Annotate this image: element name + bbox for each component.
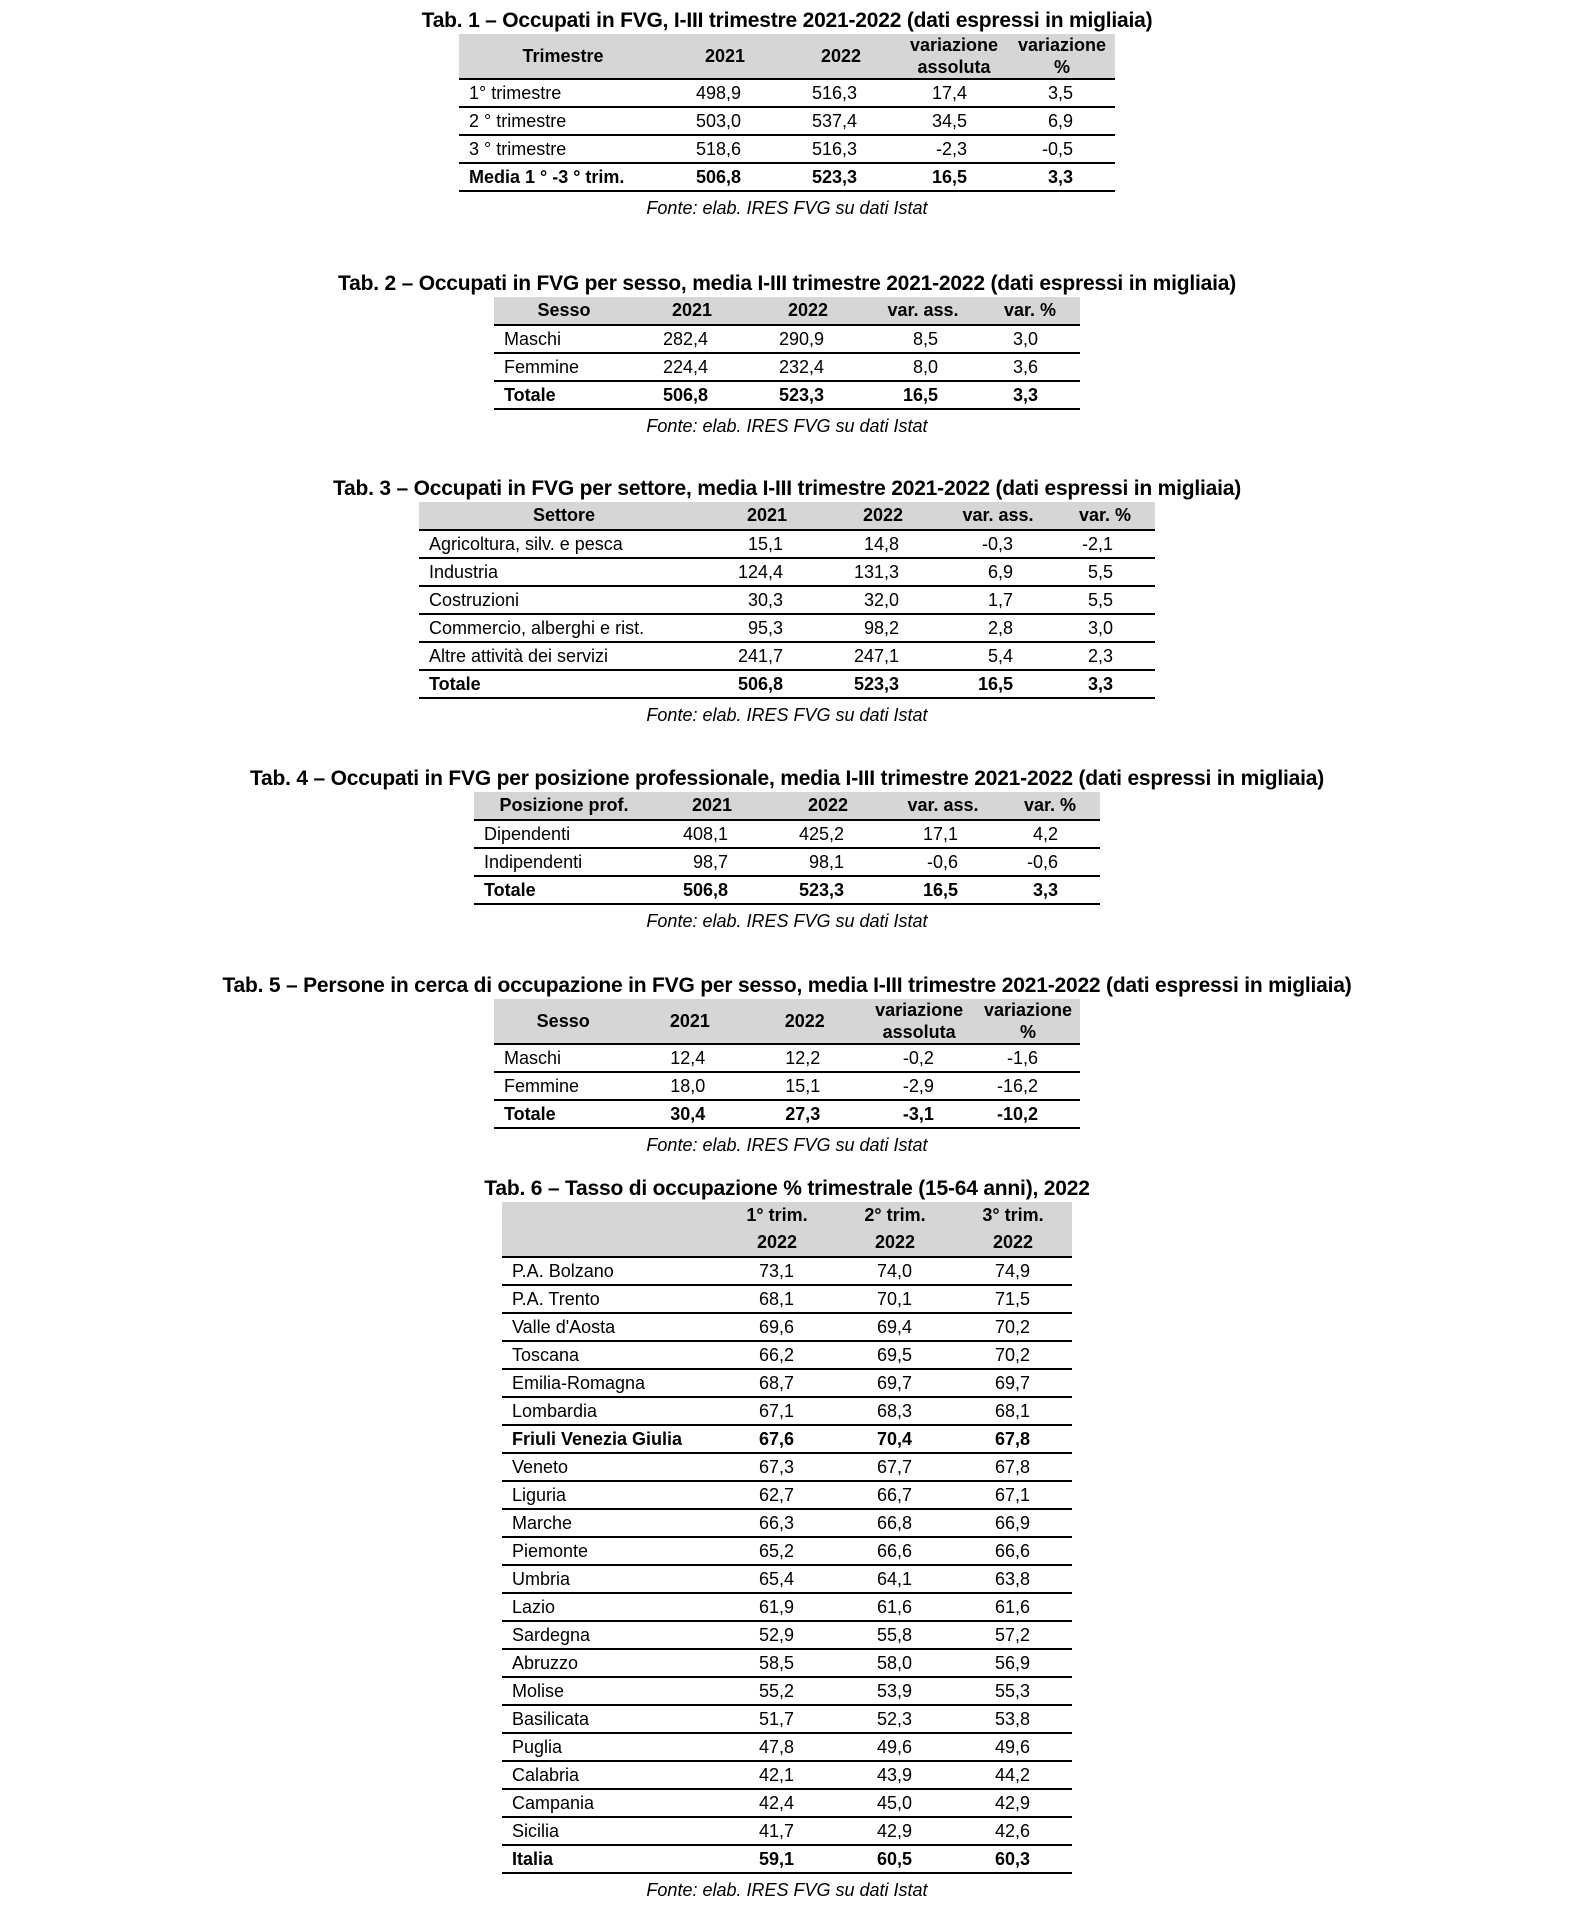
row-label-cell: Lazio (502, 1593, 718, 1621)
value-cell: 64,1 (836, 1565, 954, 1593)
row-label-cell: Piemonte (502, 1537, 718, 1565)
value-cell: -0,6 (1000, 848, 1100, 876)
col-header: variazione assoluta (862, 999, 976, 1044)
value-cell: 73,1 (718, 1257, 836, 1285)
value-cell: 3,5 (1009, 79, 1115, 107)
value-cell: 2,3 (1055, 642, 1155, 670)
row-label-cell: Maschi (494, 1044, 632, 1072)
table-row (502, 1565, 1072, 1593)
col-header: 2022 (747, 999, 862, 1044)
value-cell: 66,3 (718, 1509, 836, 1537)
table-3-block (0, 476, 1574, 727)
col-header: 2° trim. 2022 (836, 1202, 954, 1257)
value-cell: 247,1 (825, 642, 941, 670)
row-label-cell: Totale (494, 1100, 632, 1128)
value-cell: 518,6 (667, 135, 783, 163)
table-row (502, 1677, 1072, 1705)
value-cell: 506,8 (634, 381, 750, 409)
table-row (502, 1761, 1072, 1789)
col-header: Sesso (494, 999, 632, 1044)
value-cell: 47,8 (718, 1733, 836, 1761)
value-cell: 66,7 (836, 1481, 954, 1509)
value-cell: -10,2 (976, 1100, 1080, 1128)
value-cell: 53,9 (836, 1677, 954, 1705)
value-cell: 58,5 (718, 1649, 836, 1677)
row-label-cell: P.A. Bolzano (502, 1257, 718, 1285)
value-cell: 42,9 (954, 1789, 1072, 1817)
col-header: 2022 (750, 297, 866, 325)
value-cell: 70,1 (836, 1285, 954, 1313)
col-header: var. % (980, 297, 1080, 325)
table-row (502, 1481, 1072, 1509)
col-header: Trimestre (459, 34, 667, 79)
value-cell: 241,7 (709, 642, 825, 670)
value-cell: 70,2 (954, 1341, 1072, 1369)
row-label-cell: Emilia-Romagna (502, 1369, 718, 1397)
col-header: variazione assoluta (899, 34, 1009, 79)
table-row (502, 1425, 1072, 1453)
value-cell: 42,4 (718, 1789, 836, 1817)
value-cell: 49,6 (836, 1733, 954, 1761)
value-cell: 3,6 (980, 353, 1080, 381)
row-label-cell: P.A. Trento (502, 1285, 718, 1313)
value-cell: 1,7 (941, 586, 1055, 614)
row-label-cell: 1° trimestre (459, 79, 667, 107)
table-row (502, 1733, 1072, 1761)
value-cell: 16,5 (866, 381, 980, 409)
value-cell: 3,3 (1009, 163, 1115, 191)
table-3-title: Tab. 3 – Occupati in FVG per settore, media I-III trimestre 2021-2022 (dati espressi in migliaia) (332, 477, 1242, 500)
col-header: var. % (1055, 502, 1155, 530)
value-cell: 425,2 (770, 820, 886, 848)
row-label-cell: Femmine (494, 1072, 632, 1100)
table-row (502, 1537, 1072, 1565)
table-6-block (0, 1176, 1574, 1902)
row-label-cell: Veneto (502, 1453, 718, 1481)
value-cell: 69,5 (836, 1341, 954, 1369)
row-label-cell: Friuli Venezia Giulia (502, 1425, 718, 1453)
value-cell: 95,3 (709, 614, 825, 642)
table-total-row (474, 876, 1100, 904)
table-1-source: Fonte: elab. IRES FVG su dati Istat (646, 198, 928, 218)
value-cell: -0,2 (862, 1044, 976, 1072)
value-cell: 43,9 (836, 1761, 954, 1789)
value-cell: 66,6 (836, 1537, 954, 1565)
value-cell: 74,9 (954, 1257, 1072, 1285)
row-label-cell: Calabria (502, 1761, 718, 1789)
table-2-source: Fonte: elab. IRES FVG su dati Istat (646, 416, 928, 436)
value-cell: 3,3 (1000, 876, 1100, 904)
value-cell: 66,6 (954, 1537, 1072, 1565)
table-row (494, 353, 1080, 381)
value-cell: 65,4 (718, 1565, 836, 1593)
value-cell: 34,5 (899, 107, 1009, 135)
table-row (419, 530, 1155, 558)
col-header: 2021 (654, 792, 770, 820)
table-row (502, 1257, 1072, 1285)
col-header: variazione % (976, 999, 1080, 1044)
col-header: var. % (1000, 792, 1100, 820)
col-header: Sesso (494, 297, 634, 325)
table-total-row (459, 163, 1115, 191)
row-label-cell: Costruzioni (419, 586, 709, 614)
value-cell: 41,7 (718, 1817, 836, 1845)
row-label-cell: Abruzzo (502, 1649, 718, 1677)
table-row (502, 1285, 1072, 1313)
value-cell: 224,4 (634, 353, 750, 381)
table-row (502, 1313, 1072, 1341)
col-header: Settore (419, 502, 709, 530)
table-6 (502, 1202, 1072, 1874)
value-cell: 69,4 (836, 1313, 954, 1341)
value-cell: 506,8 (654, 876, 770, 904)
value-cell: 5,5 (1055, 586, 1155, 614)
row-label-cell: Molise (502, 1677, 718, 1705)
value-cell: 67,8 (954, 1453, 1072, 1481)
table-row (502, 1789, 1072, 1817)
row-label-cell: Dipendenti (474, 820, 654, 848)
value-cell: -2,1 (1055, 530, 1155, 558)
value-cell: 516,3 (783, 135, 899, 163)
value-cell: 69,7 (954, 1369, 1072, 1397)
value-cell: 124,4 (709, 558, 825, 586)
row-label-cell: Altre attività dei servizi (419, 642, 709, 670)
table-row (474, 848, 1100, 876)
table-4-block (0, 766, 1574, 933)
value-cell: 68,7 (718, 1369, 836, 1397)
table-1-body (459, 79, 1115, 191)
value-cell: 498,9 (667, 79, 783, 107)
value-cell: 51,7 (718, 1705, 836, 1733)
table-6-body (502, 1257, 1072, 1873)
value-cell: 16,5 (886, 876, 1000, 904)
value-cell: 53,8 (954, 1705, 1072, 1733)
value-cell: 290,9 (750, 325, 866, 353)
value-cell: 65,2 (718, 1537, 836, 1565)
table-6-source: Fonte: elab. IRES FVG su dati Istat (646, 1880, 928, 1900)
value-cell: 49,6 (954, 1733, 1072, 1761)
col-header: 2021 (634, 297, 750, 325)
col-header: var. ass. (866, 297, 980, 325)
value-cell: 523,3 (770, 876, 886, 904)
table-row (502, 1369, 1072, 1397)
value-cell: -3,1 (862, 1100, 976, 1128)
row-label-cell: Totale (419, 670, 709, 698)
value-cell: 2,8 (941, 614, 1055, 642)
value-cell: 506,8 (667, 163, 783, 191)
table-1 (459, 34, 1115, 192)
table-row (502, 1817, 1072, 1845)
value-cell: -16,2 (976, 1072, 1080, 1100)
value-cell: 8,0 (866, 353, 980, 381)
value-cell: 12,2 (747, 1044, 862, 1072)
table-row (494, 1072, 1080, 1100)
value-cell: 3,3 (1055, 670, 1155, 698)
table-row (502, 1341, 1072, 1369)
value-cell: 15,1 (747, 1072, 862, 1100)
value-cell: 52,3 (836, 1705, 954, 1733)
table-row (419, 586, 1155, 614)
value-cell: 55,3 (954, 1677, 1072, 1705)
value-cell: -0,3 (941, 530, 1055, 558)
row-label-cell: Maschi (494, 325, 634, 353)
value-cell: 67,1 (954, 1481, 1072, 1509)
table-4 (474, 792, 1100, 905)
table-5-source: Fonte: elab. IRES FVG su dati Istat (646, 1135, 928, 1155)
row-label-cell: 2 ° trimestre (459, 107, 667, 135)
value-cell: 63,8 (954, 1565, 1072, 1593)
value-cell: 98,2 (825, 614, 941, 642)
value-cell: 523,3 (825, 670, 941, 698)
table-total-row (494, 381, 1080, 409)
col-header: 2022 (825, 502, 941, 530)
value-cell: 61,9 (718, 1593, 836, 1621)
value-cell: 55,8 (836, 1621, 954, 1649)
value-cell: 16,5 (899, 163, 1009, 191)
table-5 (494, 999, 1080, 1129)
value-cell: 16,5 (941, 670, 1055, 698)
row-label-cell: Femmine (494, 353, 634, 381)
value-cell: 68,1 (954, 1397, 1072, 1425)
value-cell: -0,6 (886, 848, 1000, 876)
col-header: variazione % (1009, 34, 1115, 79)
table-1-title: Tab. 1 – Occupati in FVG, I-III trimestre 2021-2022 (dati espressi in migliaia) (421, 9, 1153, 32)
value-cell: 42,6 (954, 1817, 1072, 1845)
value-cell: 68,1 (718, 1285, 836, 1313)
table-5-title: Tab. 5 – Persone in cerca di occupazione in FVG per sesso, media I-III trimestre 2021-2022 (dati espressi in migliaia) (222, 974, 1352, 997)
table-total-row (419, 670, 1155, 698)
value-cell: -2,9 (862, 1072, 976, 1100)
value-cell: 57,2 (954, 1621, 1072, 1649)
value-cell: 42,9 (836, 1817, 954, 1845)
row-label-cell: Basilicata (502, 1705, 718, 1733)
value-cell: 18,0 (632, 1072, 747, 1100)
table-total-row (502, 1845, 1072, 1873)
table-row (494, 325, 1080, 353)
value-cell: 6,9 (941, 558, 1055, 586)
row-label-cell: Totale (474, 876, 654, 904)
table-3 (419, 502, 1155, 699)
col-header: 3° trim. 2022 (954, 1202, 1072, 1257)
row-label-cell: Marche (502, 1509, 718, 1537)
row-label-cell: Sicilia (502, 1817, 718, 1845)
value-cell: -2,3 (899, 135, 1009, 163)
value-cell: 70,2 (954, 1313, 1072, 1341)
row-label-cell: Indipendenti (474, 848, 654, 876)
table-row (502, 1397, 1072, 1425)
value-cell: 3,0 (980, 325, 1080, 353)
value-cell: 523,3 (783, 163, 899, 191)
table-6-title: Tab. 6 – Tasso di occupazione % trimestrale (15-64 anni), 2022 (484, 1177, 1090, 1200)
value-cell: 71,5 (954, 1285, 1072, 1313)
value-cell: 61,6 (836, 1593, 954, 1621)
value-cell: 59,1 (718, 1845, 836, 1873)
table-row (502, 1509, 1072, 1537)
row-label-cell: Italia (502, 1845, 718, 1873)
table-5-body (494, 1044, 1080, 1128)
table-3-body (419, 530, 1155, 698)
value-cell: 408,1 (654, 820, 770, 848)
table-row (494, 1044, 1080, 1072)
value-cell: 8,5 (866, 325, 980, 353)
value-cell: 66,9 (954, 1509, 1072, 1537)
table-row (502, 1621, 1072, 1649)
value-cell: 5,4 (941, 642, 1055, 670)
value-cell: 74,0 (836, 1257, 954, 1285)
table-row (459, 135, 1115, 163)
table-4-title: Tab. 4 – Occupati in FVG per posizione professionale, media I-III trimestre 2021-2022 (dati espressi in migliaia) (249, 767, 1325, 790)
value-cell: 70,4 (836, 1425, 954, 1453)
value-cell: -0,5 (1009, 135, 1115, 163)
value-cell: 32,0 (825, 586, 941, 614)
row-label-cell: Toscana (502, 1341, 718, 1369)
value-cell: 60,5 (836, 1845, 954, 1873)
value-cell: 30,3 (709, 586, 825, 614)
value-cell: 232,4 (750, 353, 866, 381)
value-cell: 68,3 (836, 1397, 954, 1425)
table-4-body (474, 820, 1100, 904)
table-5-block (0, 973, 1574, 1157)
row-label-cell: Lombardia (502, 1397, 718, 1425)
value-cell: 15,1 (709, 530, 825, 558)
table-1-block (0, 8, 1574, 220)
value-cell: -1,6 (976, 1044, 1080, 1072)
value-cell: 45,0 (836, 1789, 954, 1817)
value-cell: 506,8 (709, 670, 825, 698)
row-label-cell: Sardegna (502, 1621, 718, 1649)
value-cell: 62,7 (718, 1481, 836, 1509)
table-row (419, 642, 1155, 670)
value-cell: 52,9 (718, 1621, 836, 1649)
value-cell: 66,8 (836, 1509, 954, 1537)
value-cell: 3,3 (980, 381, 1080, 409)
value-cell: 58,0 (836, 1649, 954, 1677)
col-header: 2022 (770, 792, 886, 820)
row-label-cell: Agricoltura, silv. e pesca (419, 530, 709, 558)
value-cell: 98,7 (654, 848, 770, 876)
table-row (459, 79, 1115, 107)
col-header: 2021 (709, 502, 825, 530)
value-cell: 67,7 (836, 1453, 954, 1481)
table-3-source: Fonte: elab. IRES FVG su dati Istat (646, 705, 928, 725)
value-cell: 523,3 (750, 381, 866, 409)
value-cell: 66,2 (718, 1341, 836, 1369)
col-header: var. ass. (886, 792, 1000, 820)
row-label-cell: Totale (494, 381, 634, 409)
col-header: 1° trim. 2022 (718, 1202, 836, 1257)
value-cell: 17,4 (899, 79, 1009, 107)
col-header (502, 1202, 718, 1257)
col-header: Posizione prof. (474, 792, 654, 820)
table-row (419, 558, 1155, 586)
table-row (502, 1705, 1072, 1733)
table-2-block (0, 271, 1574, 438)
table-2 (494, 297, 1080, 410)
row-label-cell: Campania (502, 1789, 718, 1817)
row-label-cell: Umbria (502, 1565, 718, 1593)
value-cell: 67,3 (718, 1453, 836, 1481)
table-row (419, 614, 1155, 642)
col-header: 2022 (783, 34, 899, 79)
value-cell: 503,0 (667, 107, 783, 135)
col-header: var. ass. (941, 502, 1055, 530)
row-label-cell: 3 ° trimestre (459, 135, 667, 163)
value-cell: 44,2 (954, 1761, 1072, 1789)
value-cell: 282,4 (634, 325, 750, 353)
value-cell: 69,7 (836, 1369, 954, 1397)
value-cell: 537,4 (783, 107, 899, 135)
row-label-cell: Industria (419, 558, 709, 586)
row-label-cell: Valle d'Aosta (502, 1313, 718, 1341)
table-total-row (494, 1100, 1080, 1128)
value-cell: 42,1 (718, 1761, 836, 1789)
row-label-cell: Puglia (502, 1733, 718, 1761)
value-cell: 6,9 (1009, 107, 1115, 135)
table-row (502, 1649, 1072, 1677)
value-cell: 69,6 (718, 1313, 836, 1341)
value-cell: 67,1 (718, 1397, 836, 1425)
table-2-title: Tab. 2 – Occupati in FVG per sesso, media I-III trimestre 2021-2022 (dati espressi in migliaia) (338, 272, 1236, 295)
table-row (502, 1593, 1072, 1621)
row-label-cell: Media 1 ° -3 ° trim. (459, 163, 667, 191)
row-label-cell: Commercio, alberghi e rist. (419, 614, 709, 642)
value-cell: 61,6 (954, 1593, 1072, 1621)
table-4-source: Fonte: elab. IRES FVG su dati Istat (646, 911, 928, 931)
value-cell: 67,6 (718, 1425, 836, 1453)
value-cell: 4,2 (1000, 820, 1100, 848)
value-cell: 14,8 (825, 530, 941, 558)
value-cell: 27,3 (747, 1100, 862, 1128)
table-row (459, 107, 1115, 135)
value-cell: 12,4 (632, 1044, 747, 1072)
value-cell: 131,3 (825, 558, 941, 586)
table-2-body (494, 325, 1080, 409)
value-cell: 30,4 (632, 1100, 747, 1128)
value-cell: 60,3 (954, 1845, 1072, 1873)
value-cell: 98,1 (770, 848, 886, 876)
table-row (474, 820, 1100, 848)
value-cell: 3,0 (1055, 614, 1155, 642)
row-label-cell: Liguria (502, 1481, 718, 1509)
value-cell: 55,2 (718, 1677, 836, 1705)
value-cell: 5,5 (1055, 558, 1155, 586)
col-header: 2021 (667, 34, 783, 79)
value-cell: 56,9 (954, 1649, 1072, 1677)
table-row (502, 1453, 1072, 1481)
value-cell: 516,3 (783, 79, 899, 107)
value-cell: 17,1 (886, 820, 1000, 848)
value-cell: 67,8 (954, 1425, 1072, 1453)
col-header: 2021 (632, 999, 747, 1044)
